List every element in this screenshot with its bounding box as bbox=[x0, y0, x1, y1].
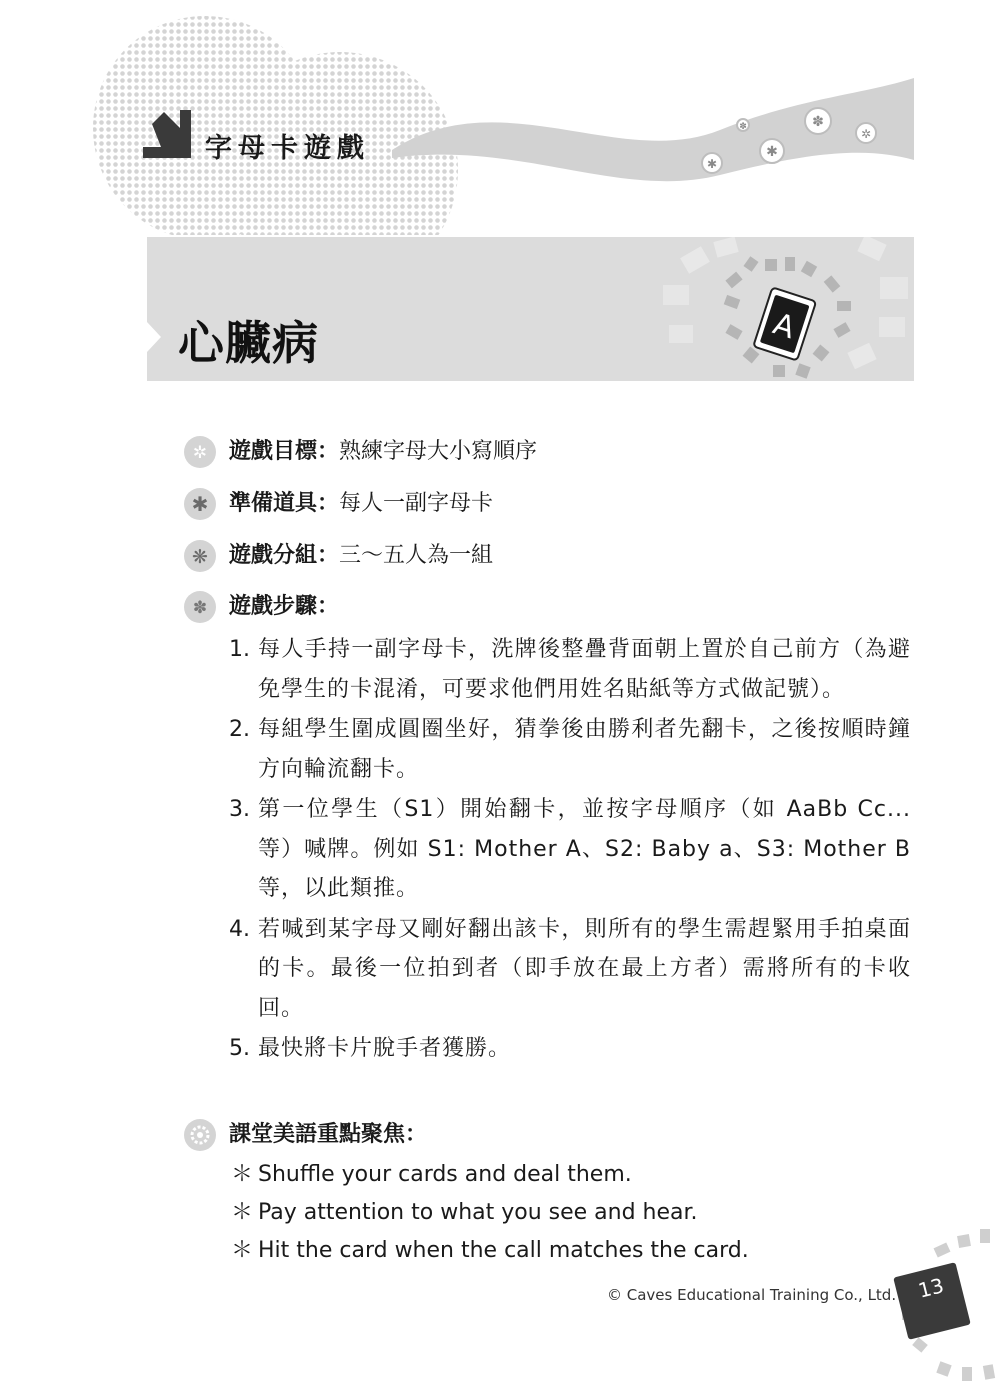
svg-text:✱: ✱ bbox=[191, 492, 209, 516]
svg-text:✲: ✲ bbox=[192, 443, 208, 463]
step-text: 最快將卡片脫手者獲勝。 bbox=[258, 1036, 512, 1061]
steps-label: 遊戲步驟： bbox=[229, 594, 340, 619]
phrase-item bbox=[231, 1156, 749, 1194]
phrase-mark: ＊ bbox=[231, 1162, 254, 1187]
game-title: 心臟病 bbox=[178, 316, 319, 370]
phrase-item bbox=[231, 1194, 749, 1232]
flower-bullet-icon bbox=[183, 590, 217, 624]
step-text: 第一位學生（S1）開始翻卡，並按字母順序（如 AaBb Cc...等）喊牌。例如 S1: Mother A、S2: Baby a、S3: Mother B 等，以此類推。 bbox=[258, 797, 911, 901]
svg-text:✽: ✽ bbox=[192, 598, 208, 618]
goal-text: 熟練字母大小寫順序 bbox=[339, 439, 538, 464]
step-text: 每組學生圍成圓圈坐好，猜拳後由勝利者先翻卡，之後按順時鐘方向輪流翻卡。 bbox=[258, 717, 911, 782]
phrases-list bbox=[231, 1156, 749, 1270]
burst-bullet-icon bbox=[183, 539, 217, 573]
phrase-mark: ＊ bbox=[231, 1238, 254, 1263]
wave-band bbox=[392, 78, 914, 181]
phrase-text: Hit the card when the call matches the card. bbox=[258, 1238, 749, 1263]
card-letter: A bbox=[768, 306, 800, 347]
card-ring-decoration bbox=[655, 237, 914, 381]
step-number: 3. bbox=[229, 797, 250, 822]
svg-text:✲: ✲ bbox=[860, 127, 872, 141]
phrase-text: Shuffle your cards and deal them. bbox=[258, 1162, 632, 1187]
groups-label: 遊戲分組： bbox=[229, 543, 340, 568]
step-text: 若喊到某字母又剛好翻出該卡，則所有的學生需趕緊用手拍桌面的卡。最後一位拍到者（即手放在最上方者）需將所有的卡收回。 bbox=[258, 916, 911, 1021]
step-item bbox=[229, 910, 911, 1029]
props-label: 準備道具： bbox=[229, 491, 340, 516]
svg-text:✱: ✱ bbox=[766, 144, 778, 160]
step-number: 1. bbox=[229, 637, 250, 662]
step-item bbox=[229, 710, 911, 789]
step-number: 4. bbox=[229, 916, 250, 942]
page-tab bbox=[893, 1262, 971, 1340]
gear-flower-bullet-icon bbox=[183, 1118, 217, 1152]
asterisk-bullet-icon bbox=[183, 487, 217, 521]
banner-notch bbox=[147, 322, 161, 352]
phrases-label: 課堂美語重點聚焦： bbox=[229, 1122, 428, 1147]
svg-text:✽: ✽ bbox=[812, 114, 824, 130]
props-text: 每人一副字母卡 bbox=[339, 491, 494, 516]
header-decoration bbox=[0, 0, 1005, 235]
playing-card-icon bbox=[753, 287, 816, 360]
steps-list bbox=[229, 630, 911, 1070]
page-number-decoration bbox=[880, 1215, 1005, 1388]
step-number: 2. bbox=[229, 717, 250, 742]
svg-text:❋: ❋ bbox=[192, 546, 208, 568]
pinwheel-bullet-icon bbox=[183, 435, 217, 469]
phrase-item bbox=[231, 1232, 749, 1270]
step-item bbox=[229, 630, 911, 709]
step-item bbox=[229, 1029, 911, 1069]
step-text: 每人手持一副字母卡，洗牌後整疊背面朝上置於自己前方（為避免學生的卡混淆，可要求他們用姓名貼紙等方式做記號）。 bbox=[258, 637, 911, 702]
svg-text:✱: ✱ bbox=[706, 157, 718, 171]
copyright-notice: © Caves Educational Training Co., Ltd. bbox=[607, 1286, 897, 1304]
phrase-mark: ＊ bbox=[231, 1200, 254, 1225]
halftone-circles bbox=[80, 0, 500, 235]
step-number: 5. bbox=[229, 1036, 250, 1061]
svg-text:✽: ✽ bbox=[739, 122, 747, 132]
step-item bbox=[229, 790, 911, 909]
goal-label: 遊戲目標： bbox=[229, 439, 340, 464]
groups-text: 三～五人為一組 bbox=[339, 543, 494, 568]
page-number: 13 bbox=[915, 1273, 947, 1303]
phrase-text: Pay attention to what you see and hear. bbox=[258, 1200, 698, 1225]
chapter-title: 字母卡遊戲 bbox=[205, 133, 370, 164]
